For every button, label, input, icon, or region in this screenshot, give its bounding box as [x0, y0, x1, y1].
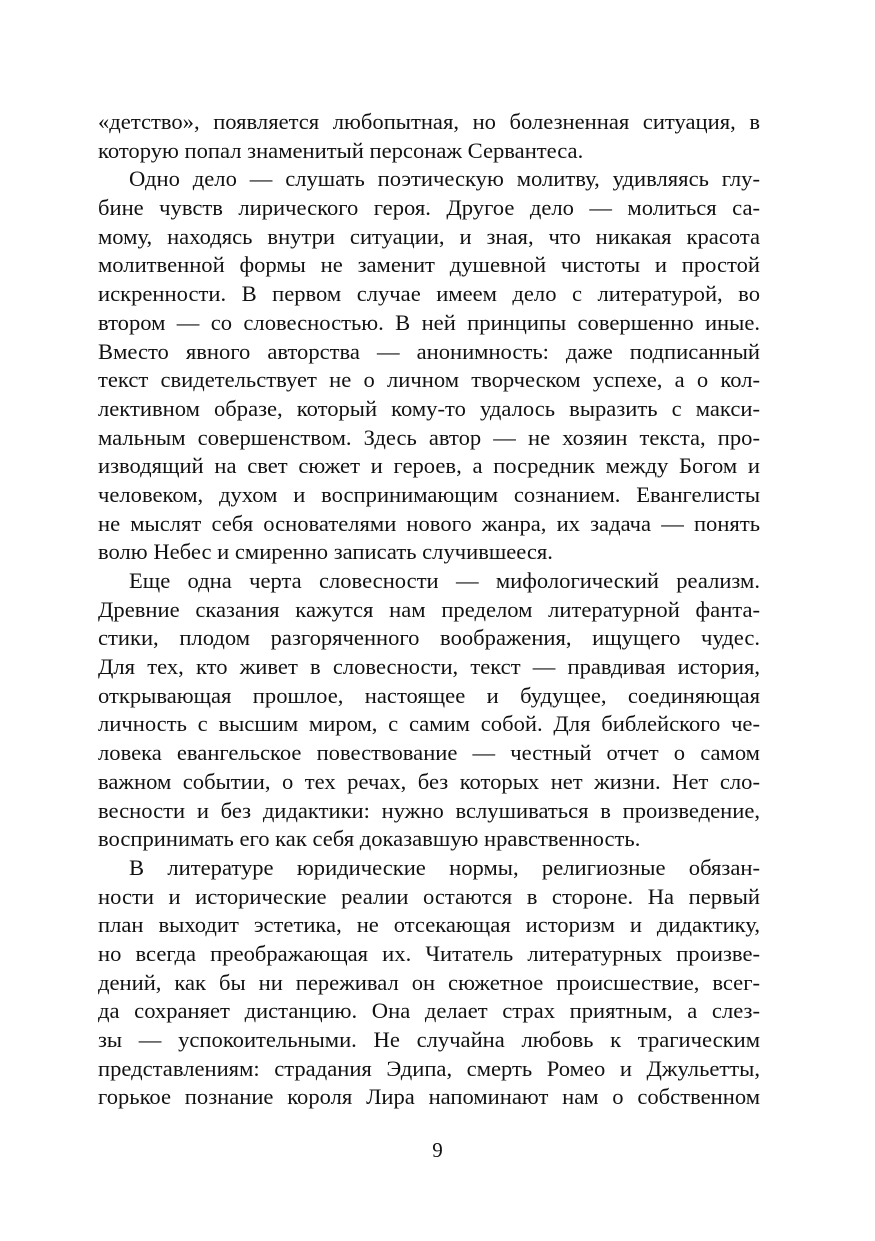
text-line: молитвенной формы не заменит душевной чистоты и простой [98, 252, 760, 278]
text-line: человеком, духом и воспринимающим сознанием. Евангелисты [98, 481, 760, 507]
text-line: весности и без дидактики: нужно вслушиваться в произведение, [98, 797, 760, 823]
text-line: текст свидетельствует не о личном творческом успехе, а о кол- [98, 367, 760, 393]
text-line: не мыслят себя основателями нового жанра, их задача — понять [98, 510, 760, 536]
text-line: план выходит эстетика, не отсекающая историзм и дидактику, [98, 912, 760, 938]
body-text [98, 108, 760, 1112]
text-line: важном событии, о тех речах, без которых нет жизни. Нет сло- [98, 768, 760, 794]
text-line: Еще одна черта словесности — мифологический реализм. [129, 568, 760, 593]
text-line: ности и исторические реалии остаются в стороне. На первый [98, 883, 760, 909]
text-line: мальным совершенством. Здесь автор — не хозяин текста, про- [98, 424, 760, 450]
text-line: В литературе юридические нормы, религиозные обязан- [129, 854, 760, 880]
text-line: дений, как бы ни переживал он сюжетное происшествие, всег- [98, 969, 760, 995]
text-line: «детство», появляется любопытная, но болезненная ситуация, в [98, 109, 760, 134]
text-line: которую попал знаменитый персонаж Сервантеса. [98, 137, 584, 163]
text-line: волю Небес и смиренно записать случившееся. [98, 539, 553, 565]
text-line: стики, плодом разгоряченного воображения, ищущего чудес. [98, 625, 760, 651]
text-line: Древние сказания кажутся нам пределом литературной фанта- [98, 596, 760, 622]
text-line: но всегда преображающая их. Читатель литературных произве- [98, 940, 760, 966]
text-line: да сохраняет дистанцию. Она делает страх приятным, а слез- [98, 998, 760, 1024]
text-line: изводящий на свет сюжет и героев, а посредник между Богом и [98, 453, 760, 479]
text-line: мому, находясь внутри ситуации, и зная, что никакая красота [98, 223, 760, 249]
page-number: 9 [432, 1138, 443, 1162]
text-line: искренности. В первом случае имеем дело с литературой, во [98, 281, 760, 307]
text-line: Вместо явного авторства — анонимность: даже подписанный [98, 338, 760, 364]
text-line: зы — успокоительными. Не случайна любовь к трагическим [98, 1027, 760, 1052]
text-line: Одно дело — слушать поэтическую молитву, удивляясь глу- [129, 166, 760, 192]
text-line: лективном образе, который кому-то удалось выразить с макси- [98, 395, 760, 421]
text-line: ловека евангельское повествование — честный отчет о самом [98, 740, 760, 766]
text-line: бине чувств лирического героя. Другое дело — молиться са- [98, 195, 760, 221]
text-line: открывающая прошлое, настоящее и будущее, соединяющая [98, 682, 760, 708]
text-line: горькое познание короля Лира напоминают нам о собственном [98, 1084, 760, 1110]
text-line: личность с высшим миром, с самим собой. Для библейского че- [98, 711, 760, 737]
text-line: представлениям: страдания Эдипа, смерть Ромео и Джульетты, [98, 1055, 760, 1081]
text-line: Для тех, кто живет в словесности, текст — правдивая история, [98, 654, 760, 680]
text-line: втором — со словесностью. В ней принципы совершенно иные. [98, 309, 760, 335]
text-line: воспринимать его как себя доказавшую нравственность. [98, 826, 641, 852]
